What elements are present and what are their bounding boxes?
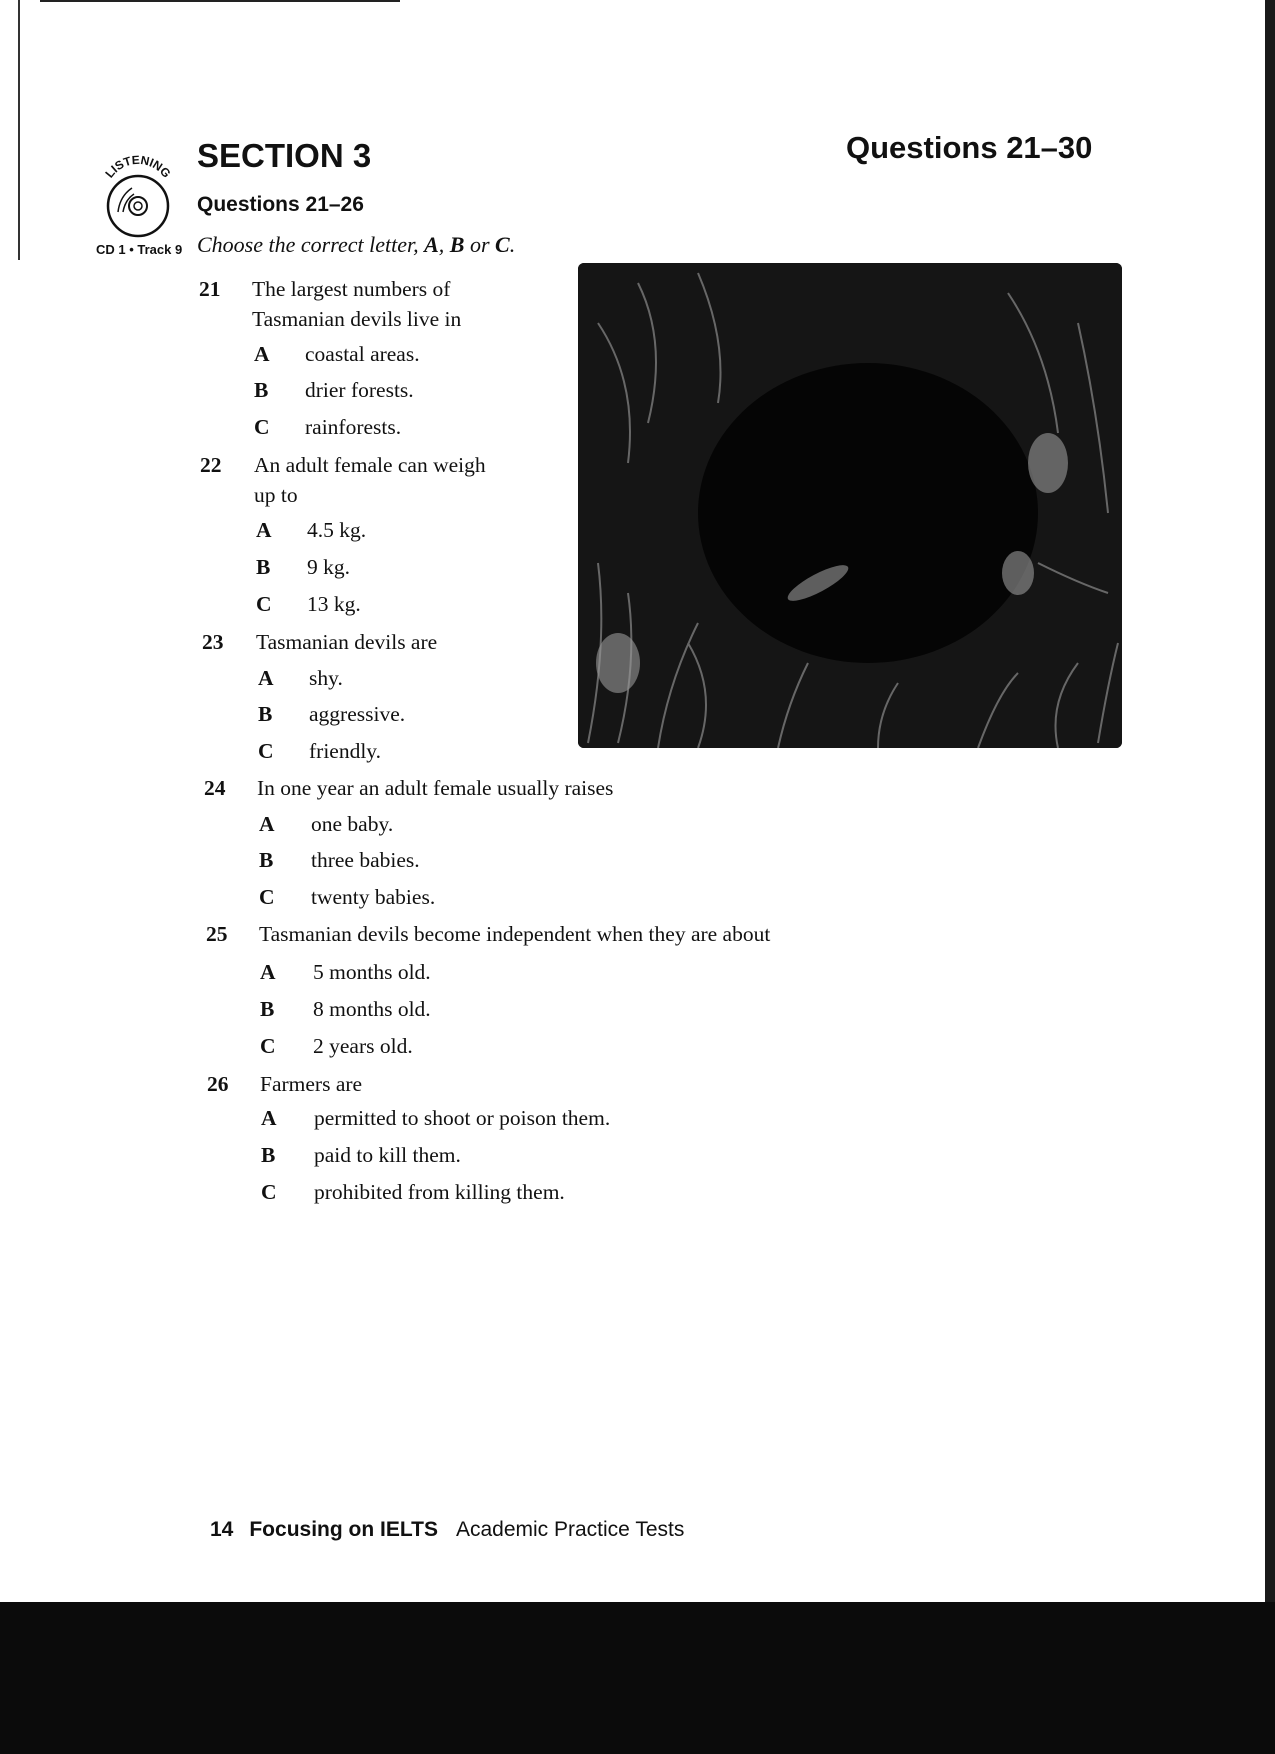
question-number: 26 [207, 1072, 229, 1096]
question-text: Tasmanian devils become independent when they are about [259, 922, 771, 946]
page-footer [210, 1518, 684, 1542]
tasmanian-devil-photo [578, 263, 1122, 748]
question-text: The largest numbers of [252, 277, 451, 301]
scan-border-bottom [0, 1602, 1275, 1754]
cd-track-label: CD 1 • Track 9 [96, 242, 183, 257]
question-number: 25 [206, 922, 228, 946]
listening-cd-icon [96, 150, 180, 240]
badge-label: LISTENING [102, 152, 174, 181]
book-series: Academic Practice Tests [455, 1518, 685, 1541]
scan-right-edge [1265, 0, 1275, 1610]
scan-left-line [18, 0, 20, 260]
scan-top-line [40, 0, 400, 2]
question-text: An adult female can weigh [254, 453, 486, 477]
instruction: Choose the correct letter, A, B or C. [197, 232, 516, 257]
book-title: Focusing on IELTS [249, 1518, 438, 1541]
question-number: 22 [200, 453, 222, 477]
questions-range-title: Questions 21–30 [846, 130, 1093, 165]
question-number: 24 [204, 776, 226, 800]
question-text: Tasmanian devils live in [252, 307, 462, 331]
page-number: 14 [210, 1518, 234, 1541]
question-text: Farmers are [260, 1072, 363, 1096]
question-text: Tasmanian devils are [256, 630, 438, 654]
questions-subrange-title: Questions 21–26 [197, 193, 364, 216]
section-title: SECTION 3 [197, 137, 372, 174]
question-number: 21 [199, 277, 221, 301]
question-number: 23 [202, 630, 224, 654]
question-text: In one year an adult female usually raises [257, 776, 614, 800]
question-text: up to [254, 483, 298, 507]
